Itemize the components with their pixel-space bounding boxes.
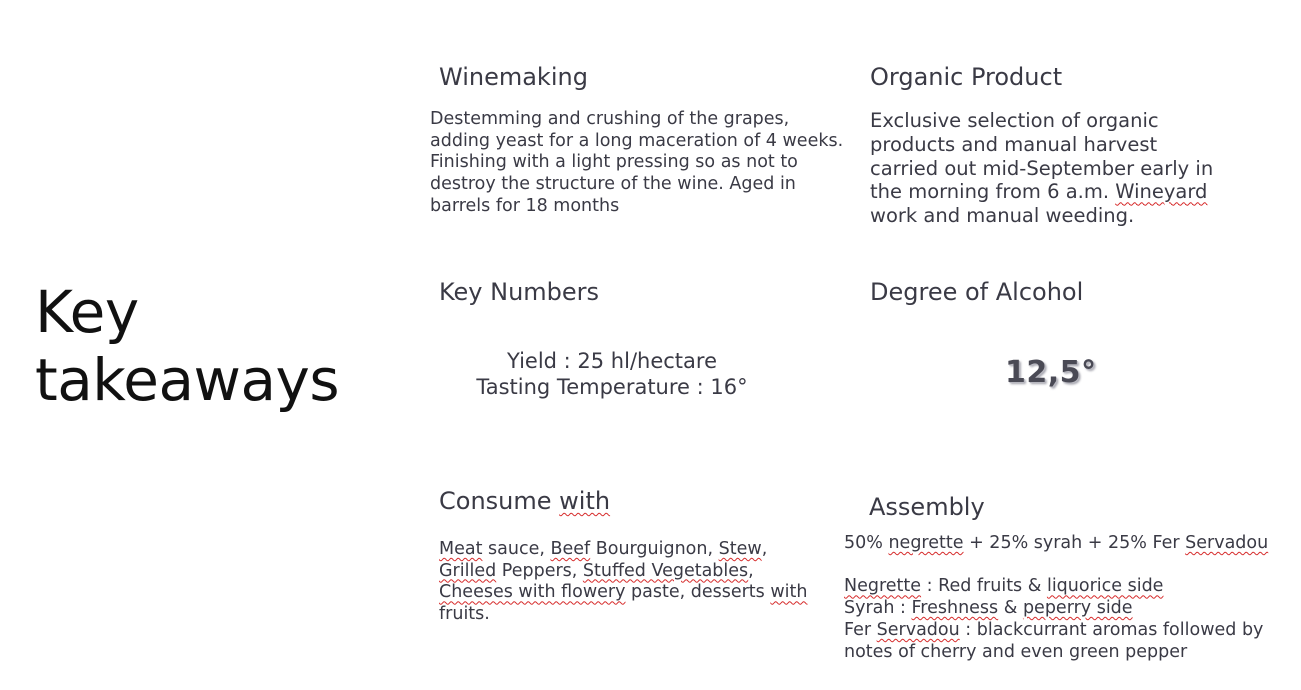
peppers-text: Peppers,	[496, 560, 583, 581]
alcohol-value: 12,5°	[1005, 355, 1097, 390]
fer-line-2: notes of cherry and even green pepper	[844, 641, 1188, 662]
negrette-desc: : Red fruits &	[921, 576, 1047, 597]
consume-line-1	[439, 539, 819, 561]
fer-line	[844, 620, 1294, 642]
organic-text: Exclusive selection of organic products and manual harvest carried out mid-September early in the morning from 6 a.m.	[870, 109, 1214, 204]
consume-body	[439, 539, 819, 626]
stuffed-vegetables-text: Stuffed Vegetables	[582, 560, 749, 581]
syrah-line	[844, 598, 1294, 620]
sauce-text: sauce,	[482, 539, 551, 559]
syrah-name: Syrah :	[844, 598, 912, 619]
slide-title-line1: Key	[35, 278, 139, 346]
blend-servadou: Servadou	[1185, 533, 1269, 553]
alcohol-heading: Degree of Alcohol	[870, 278, 1084, 306]
winemaking-heading: Winemaking	[439, 63, 588, 91]
organic-text-end: work and manual weeding.	[870, 204, 1135, 228]
consume-line-4: fruits.	[439, 604, 490, 625]
consume-line-2	[439, 561, 819, 583]
liquorice-text: liquorice side	[1046, 576, 1164, 597]
organic-wineyard: Wineyard	[1115, 180, 1208, 204]
comma-text: ,	[761, 539, 768, 559]
meat-text: Meat	[439, 539, 483, 559]
blend-part: + 25% syrah + 25% Fer	[963, 533, 1186, 553]
winemaking-body: Destemming and crushing of the grapes, adding yeast for a long maceration of 4 weeks. Finishing with a light pressing so as not to destroy the structure of the wine. Aged in barrels for 18 months	[430, 109, 844, 216]
comma-text: ,	[748, 560, 754, 581]
fer-servadou: Servadou	[876, 619, 960, 640]
paste-text: paste, desserts	[625, 582, 771, 603]
fer-desc: : blackcurrant aromas followed by	[959, 619, 1264, 640]
negrette-line	[844, 576, 1294, 598]
blank-line	[844, 555, 1294, 577]
assembly-heading: Assembly	[869, 493, 985, 521]
with-text: with	[770, 582, 808, 603]
blend-line	[844, 533, 1294, 555]
bourguignon-text: Bourguignon,	[590, 539, 719, 559]
beef-text: Beef	[550, 539, 591, 559]
consume-line-3	[439, 582, 819, 604]
consume-heading	[439, 486, 610, 516]
fer-name: Fer	[844, 619, 877, 640]
blend-negrette: negrette	[888, 533, 964, 553]
syrah-and: &	[998, 598, 1023, 619]
consume-heading-prefix: Consume	[439, 487, 560, 515]
tasting-temperature-line: Tasting Temperature : 16°	[476, 375, 748, 399]
stew-text: Stew	[718, 539, 762, 559]
freshness-text: Freshness	[911, 598, 999, 619]
organic-body	[870, 109, 1230, 228]
key-numbers-heading: Key Numbers	[439, 278, 600, 306]
key-numbers-body	[432, 348, 792, 400]
negrette-name: Negrette	[844, 576, 922, 597]
yield-line: Yield : 25 hl/hectare	[506, 349, 717, 373]
cheeses-text: Cheeses with flowery	[439, 582, 626, 603]
blend-part: 50%	[844, 533, 889, 553]
assembly-body	[844, 533, 1294, 663]
slide-title-line2: takeaways	[35, 346, 340, 414]
organic-heading: Organic Product	[870, 63, 1063, 91]
peperry-text: peperry side	[1022, 598, 1133, 619]
grilled-text: Grilled	[439, 560, 497, 581]
slide-title	[35, 278, 395, 414]
consume-heading-with: with	[559, 487, 611, 515]
